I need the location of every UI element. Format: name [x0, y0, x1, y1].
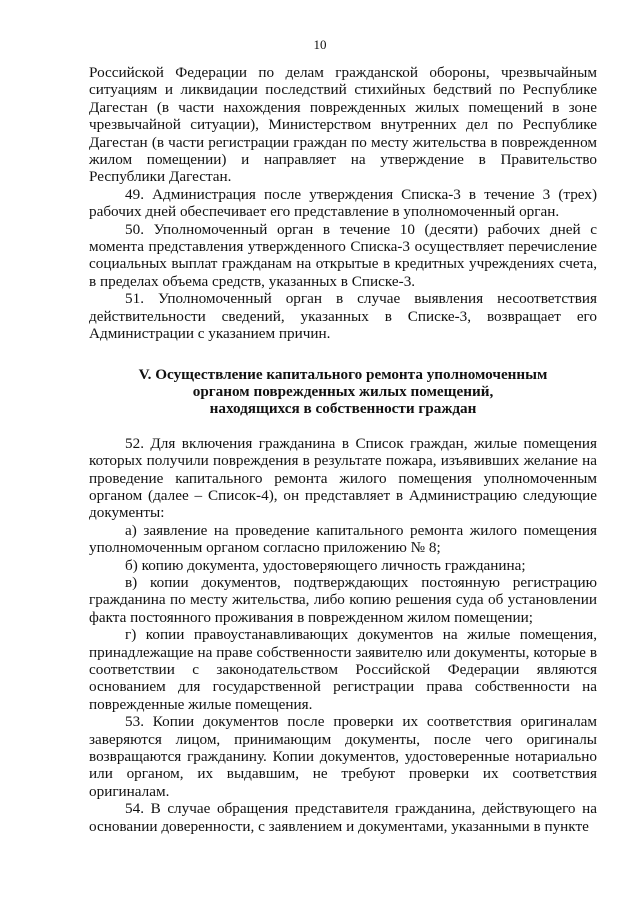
- list-item-a: а) заявление на проведение капитального ремонта жилого помещения уполномоченным органом согласно приложению № 8;: [89, 521, 597, 557]
- paragraph-51: 51. Уполномоченный орган в случае выявления несоответствия действительности сведений, указанных в Списке-3, возвращает его Администрации с указанием причин.: [89, 290, 597, 343]
- section-heading: [89, 366, 597, 418]
- paragraph-50: 50. Уполномоченный орган в течение 10 (десяти) рабочих дней с момента представления утвержденного Списка-3 осуществляет перечисление социальных выплат гражданам на открытые в кредитных учреждениях счета, в пределах объема средств, указанных в Списке-3.: [89, 220, 597, 290]
- paragraph-53: 53. Копии документов после проверки их соответствия оригиналам заверяются лицом, принимающим документы, после чего оригиналы возвращаются гражданину. Копии документов, удостоверенные нотариально или органом, их выдавшим, не требуют проверки их соответствия оригиналам.: [89, 713, 597, 800]
- list-item-b: б) копию документа, удостоверяющего личность гражданина;: [125, 556, 526, 574]
- paragraph-49: 49. Администрация после утверждения Списка-3 в течение 3 (трех) рабочих дней обеспечивает его представление в уполномоченный орган.: [89, 185, 597, 221]
- paragraph-continued: Российской Федерации по делам гражданской обороны, чрезвычайным ситуациям и ликвидации последствий стихийных бедствий по Республике Дагестан (в части нахождения поврежденных жилых помещений в зоне чрезвычайной ситуации), Министерством внутренних дел по Республике Дагестан (в части регистрации граждан по месту жительства в поврежденном жилом помещении) и направляет на утверждение в Правительство Республики Дагестан.: [89, 64, 597, 186]
- section-heading-line-2: органом поврежденных жилых помещений,: [192, 382, 494, 400]
- list-item-v: в) копии документов, подтверждающих постоянную регистрацию гражданина по месту жительства, либо копию решения суда об установлении факта постоянного проживания в поврежденном жилом помещении;: [89, 573, 597, 626]
- document-body: [89, 64, 597, 835]
- list-item-g: г) копии правоустанавливающих документов на жилые помещения, принадлежащие на праве собственности заявителю или документы, которые в соответствии с законодательством Российской Федерации являются основанием для государственной регистрации права собственности на поврежденные жилые помещения.: [89, 626, 597, 713]
- page-number: 10: [313, 37, 327, 52]
- paragraph-54: 54. В случае обращения представителя гражданина, действующего на основании доверенности, с заявлением и документами, указанными в пункте: [89, 800, 597, 835]
- paragraph-52: 52. Для включения гражданина в Список граждан, жилые помещения которых получили повреждения в результате пожара, изъявивших желание на проведение капитального ремонта жилого помещения уполномоченным органом (далее – Список-4), он представляет в Администрацию следующие документы:: [89, 434, 597, 522]
- section-heading-line-1: V. Осуществление капитального ремонта уполномоченным: [138, 365, 548, 383]
- section-heading-line-3: находящихся в собственности граждан: [209, 400, 477, 418]
